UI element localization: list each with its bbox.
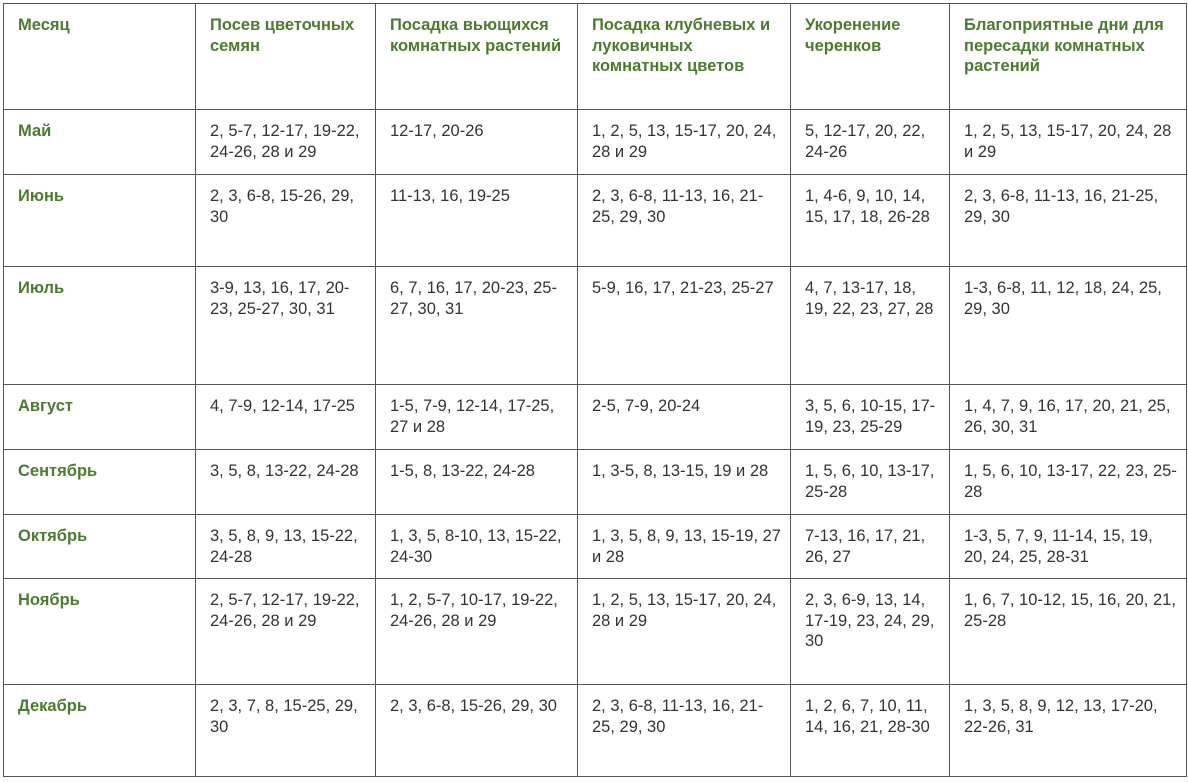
header-climbing-plants: Посадка вьющихся комнатных растений	[376, 4, 578, 110]
header-row	[4, 4, 1187, 110]
planting-calendar-table	[3, 3, 1187, 777]
month-cell: Сентябрь	[4, 450, 196, 515]
table-cell: 6, 7, 16, 17, 20-23, 25-27, 30, 31	[376, 267, 578, 385]
table-cell: 1, 5, 6, 10, 13-17, 22, 23, 25-28	[950, 450, 1187, 515]
table-cell: 1, 6, 7, 10-12, 15, 16, 20, 21, 25-28	[950, 579, 1187, 685]
month-cell: Август	[4, 385, 196, 450]
table-cell: 7-13, 16, 17, 21, 26, 27	[791, 515, 950, 579]
table-cell: 1, 3-5, 8, 13-15, 19 и 28	[578, 450, 791, 515]
table-cell: 2, 3, 7, 8, 15-25, 29, 30	[196, 685, 376, 777]
month-cell: Июль	[4, 267, 196, 385]
month-cell: Декабрь	[4, 685, 196, 777]
table-cell: 2, 3, 6-8, 11-13, 16, 21-25, 29, 30	[578, 175, 791, 267]
table-cell: 1, 3, 5, 8-10, 13, 15-22, 24-30	[376, 515, 578, 579]
table-cell: 2, 3, 6-8, 15-26, 29, 30	[376, 685, 578, 777]
table-cell: 1, 2, 5, 13, 15-17, 20, 24, 28 и 29	[578, 110, 791, 175]
table-cell: 1-3, 6-8, 11, 12, 18, 24, 25, 29, 30	[950, 267, 1187, 385]
header-cuttings-rooting: Укоренение черенков	[791, 4, 950, 110]
table-cell: 1, 2, 5-7, 10-17, 19-22, 24-26, 28 и 29	[376, 579, 578, 685]
table-cell: 1, 4, 7, 9, 16, 17, 20, 21, 25, 26, 30, 31	[950, 385, 1187, 450]
table-cell: 5-9, 16, 17, 21-23, 25-27	[578, 267, 791, 385]
header-tuber-bulb-plants: Посадка клубневых и луковичных комнатных цветов	[578, 4, 791, 110]
table-cell: 2-5, 7-9, 20-24	[578, 385, 791, 450]
month-cell: Июнь	[4, 175, 196, 267]
table-cell: 5, 12-17, 20, 22, 24-26	[791, 110, 950, 175]
table-row	[4, 515, 1187, 579]
table-cell: 1, 2, 5, 13, 15-17, 20, 24, 28 и 29	[578, 579, 791, 685]
table-cell: 4, 7-9, 12-14, 17-25	[196, 385, 376, 450]
table-row	[4, 175, 1187, 267]
table-cell: 3-9, 13, 16, 17, 20-23, 25-27, 30, 31	[196, 267, 376, 385]
header-month: Месяц	[4, 4, 196, 110]
month-cell: Октябрь	[4, 515, 196, 579]
table-cell: 12-17, 20-26	[376, 110, 578, 175]
month-cell: Май	[4, 110, 196, 175]
table-cell: 3, 5, 6, 10-15, 17-19, 23, 25-29	[791, 385, 950, 450]
table-row	[4, 267, 1187, 385]
table-cell: 11-13, 16, 19-25	[376, 175, 578, 267]
table-row	[4, 450, 1187, 515]
header-transplant-days: Благоприятные дни для пересадки комнатных растений	[950, 4, 1187, 110]
table-cell: 1-3, 5, 7, 9, 11-14, 15, 19, 20, 24, 25, 28-31	[950, 515, 1187, 579]
table-cell: 2, 3, 6-8, 11-13, 16, 21-25, 29, 30	[578, 685, 791, 777]
table-cell: 4, 7, 13-17, 18, 19, 22, 23, 27, 28	[791, 267, 950, 385]
table-row	[4, 579, 1187, 685]
table-cell: 2, 3, 6-8, 11-13, 16, 21-25, 29, 30	[950, 175, 1187, 267]
table-cell: 2, 5-7, 12-17, 19-22, 24-26, 28 и 29	[196, 110, 376, 175]
table-cell: 2, 3, 6-8, 15-26, 29, 30	[196, 175, 376, 267]
table-cell: 1, 3, 5, 8, 9, 12, 13, 17-20, 22-26, 31	[950, 685, 1187, 777]
table-cell: 1-5, 8, 13-22, 24-28	[376, 450, 578, 515]
table-cell: 1, 4-6, 9, 10, 14, 15, 17, 18, 26-28	[791, 175, 950, 267]
table-cell: 1-5, 7-9, 12-14, 17-25, 27 и 28	[376, 385, 578, 450]
table-row	[4, 385, 1187, 450]
table-cell: 1, 2, 5, 13, 15-17, 20, 24, 28 и 29	[950, 110, 1187, 175]
table-row	[4, 685, 1187, 777]
table-cell: 1, 2, 6, 7, 10, 11, 14, 16, 21, 28-30	[791, 685, 950, 777]
table-cell: 1, 3, 5, 8, 9, 13, 15-19, 27 и 28	[578, 515, 791, 579]
table-cell: 3, 5, 8, 13-22, 24-28	[196, 450, 376, 515]
table-row	[4, 110, 1187, 175]
table-cell: 3, 5, 8, 9, 13, 15-22, 24-28	[196, 515, 376, 579]
header-seed-sowing: Посев цветочных семян	[196, 4, 376, 110]
month-cell: Ноябрь	[4, 579, 196, 685]
table-cell: 1, 5, 6, 10, 13-17, 25-28	[791, 450, 950, 515]
table-cell: 2, 3, 6-9, 13, 14, 17-19, 23, 24, 29, 30	[791, 579, 950, 685]
table-cell: 2, 5-7, 12-17, 19-22, 24-26, 28 и 29	[196, 579, 376, 685]
